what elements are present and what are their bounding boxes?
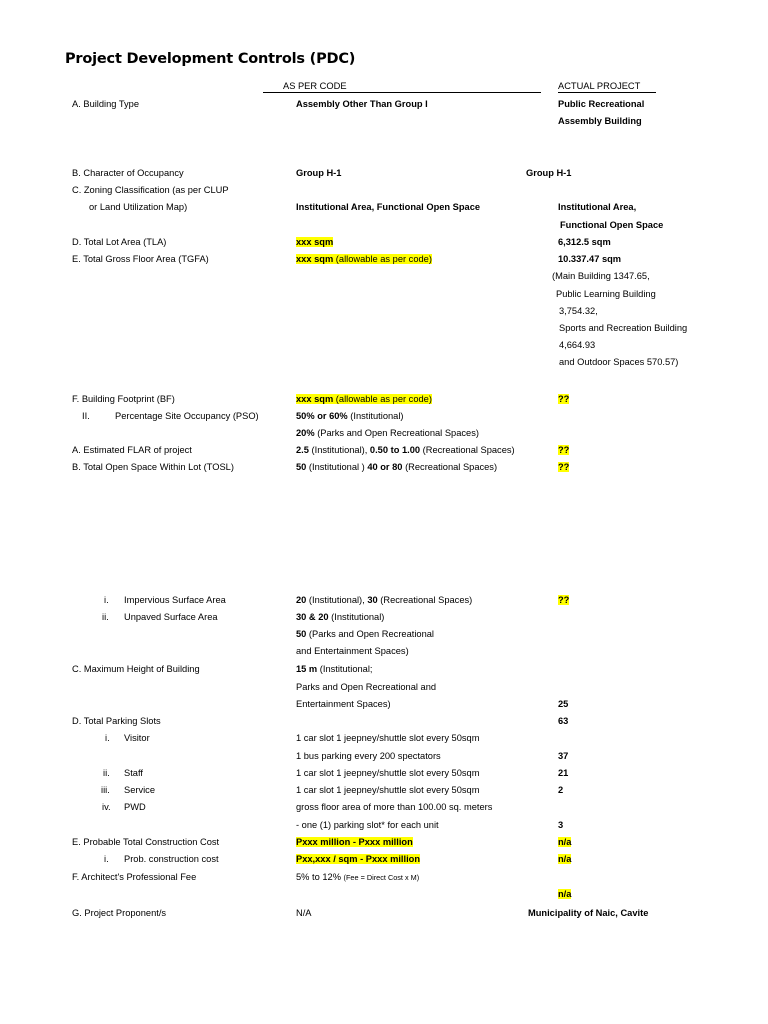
label-cost: E. Probable Total Construction Cost — [72, 837, 220, 847]
tgfa-detail-3: 3,754.32, — [559, 306, 598, 316]
label-bf: F. Building Footprint (BF) — [72, 394, 175, 404]
actual-impervious: ?? — [558, 595, 570, 605]
code-zoning: Institutional Area, Functional Open Space — [296, 202, 481, 212]
label-pwd: PWD — [124, 802, 146, 812]
label-fee: F. Architect's Professional Fee — [72, 872, 197, 882]
code-visitor-1: 1 car slot 1 jeepney/shuttle slot every 50sqm — [296, 733, 480, 743]
actual-zoning-line2: Functional Open Space — [560, 220, 664, 230]
code-unpaved-2: 50 (Parks and Open Recreational — [296, 629, 434, 639]
code-bf: xxx sqm (allowable as per code) — [296, 394, 432, 404]
actual-height: 25 — [558, 699, 569, 709]
tgfa-detail-6: and Outdoor Spaces 570.57) — [559, 357, 679, 367]
actual-proponent: Municipality of Naic, Cavite — [528, 908, 649, 918]
label-occupancy: B. Character of Occupancy — [72, 168, 184, 178]
label-service-number: iii. — [101, 785, 110, 795]
actual-occupancy: Group H-1 — [526, 168, 572, 178]
code-fee: 5% to 12% (Fee = Direct Cost x M) — [296, 872, 420, 882]
actual-tosl: ?? — [558, 462, 570, 472]
code-tosl: 50 (Institutional ) 40 or 80 (Recreational Spaces) — [296, 462, 498, 472]
label-impervious-number: i. — [104, 595, 109, 605]
actual-cost: n/a — [558, 837, 572, 847]
actual-zoning-line1: Institutional Area, — [558, 202, 637, 212]
code-proponent: N/A — [296, 908, 312, 918]
tgfa-detail-1: (Main Building 1347.65, — [552, 271, 650, 281]
code-flar: 2.5 (Institutional), 0.50 to 1.00 (Recreational Spaces) — [296, 445, 515, 455]
page-title: Project Development Controls (PDC) — [65, 51, 356, 67]
actual-building-type-line1: Public Recreational — [558, 99, 645, 109]
code-unpaved-3: and Entertainment Spaces) — [296, 646, 409, 656]
code-pso-1: 50% or 60% (Institutional) — [296, 411, 404, 421]
code-pwd-2: - one (1) parking slot* for each unit — [296, 820, 439, 830]
label-zoning-line1: C. Zoning Classification (as per CLUP — [72, 185, 229, 195]
tgfa-detail-4: Sports and Recreation Building — [559, 323, 688, 333]
label-tla: D. Total Lot Area (TLA) — [72, 237, 167, 247]
label-flar: A. Estimated FLAR of project — [72, 445, 192, 455]
label-parking: D. Total Parking Slots — [72, 716, 161, 726]
tgfa-detail-2: Public Learning Building — [556, 289, 656, 299]
code-occupancy: Group H-1 — [296, 168, 342, 178]
code-pso-2: 20% (Parks and Open Recreational Spaces) — [296, 428, 479, 438]
label-impervious: Impervious Surface Area — [124, 595, 226, 605]
actual-tgfa: 10.337.47 sqm — [558, 254, 622, 264]
actual-service: 2 — [558, 785, 564, 795]
label-unpaved: Unpaved Surface Area — [124, 612, 218, 622]
label-tosl: B. Total Open Space Within Lot (TOSL) — [72, 462, 234, 472]
label-service: Service — [124, 785, 156, 795]
label-prob-cost-number: i. — [104, 854, 109, 864]
code-height-1: 15 m (Institutional; — [296, 664, 373, 674]
actual-staff: 21 — [558, 768, 569, 778]
label-building-type: A. Building Type — [72, 99, 140, 109]
code-tgfa: xxx sqm (allowable as per code) — [296, 254, 432, 264]
actual-parking: 63 — [558, 716, 569, 726]
column-header-actual-project: ACTUAL PROJECT — [558, 81, 656, 93]
code-height-2: Parks and Open Recreational and — [296, 682, 437, 692]
code-visitor-2: 1 bus parking every 200 spectators — [296, 751, 441, 761]
label-proponent: G. Project Proponent/s — [72, 908, 167, 918]
actual-bf: ?? — [558, 394, 570, 404]
column-header-as-per-code: AS PER CODE — [263, 81, 541, 93]
actual-tla: 6,312.5 sqm — [558, 237, 611, 247]
code-staff: 1 car slot 1 jeepney/shuttle slot every 50sqm — [296, 768, 480, 778]
label-zoning-line2: or Land Utilization Map) — [89, 202, 188, 212]
actual-pwd: 3 — [558, 820, 564, 830]
code-service: 1 car slot 1 jeepney/shuttle slot every 50sqm — [296, 785, 480, 795]
label-height: C. Maximum Height of Building — [72, 664, 200, 674]
label-pwd-number: iv. — [102, 802, 111, 812]
actual-fee: n/a — [558, 889, 572, 899]
code-prob-cost: Pxx,xxx / sqm - Pxxx million — [296, 854, 421, 864]
code-cost: Pxxx million - Pxxx million — [296, 837, 413, 847]
label-visitor-number: i. — [105, 733, 110, 743]
code-building-type: Assembly Other Than Group I — [296, 99, 428, 109]
label-visitor: Visitor — [124, 733, 150, 743]
code-unpaved-1: 30 & 20 (Institutional) — [296, 612, 385, 622]
label-unpaved-number: ii. — [102, 612, 109, 622]
code-height-3: Entertainment Spaces) — [296, 699, 391, 709]
code-pwd-1: gross floor area of more than 100.00 sq. meters — [296, 802, 493, 812]
actual-flar: ?? — [558, 445, 570, 455]
actual-visitor: 37 — [558, 751, 569, 761]
actual-prob-cost: n/a — [558, 854, 572, 864]
label-pso-number: II. — [82, 411, 90, 421]
label-pso: Percentage Site Occupancy (PSO) — [115, 411, 259, 421]
label-staff-number: ii. — [103, 768, 110, 778]
label-prob-cost: Prob. construction cost — [124, 854, 219, 864]
actual-building-type-line2: Assembly Building — [558, 116, 642, 126]
code-tla: xxx sqm — [296, 237, 334, 247]
label-tgfa: E. Total Gross Floor Area (TGFA) — [72, 254, 209, 264]
code-impervious: 20 (Institutional), 30 (Recreational Spaces) — [296, 595, 473, 605]
label-staff: Staff — [124, 768, 143, 778]
tgfa-detail-5: 4,664.93 — [559, 340, 596, 350]
